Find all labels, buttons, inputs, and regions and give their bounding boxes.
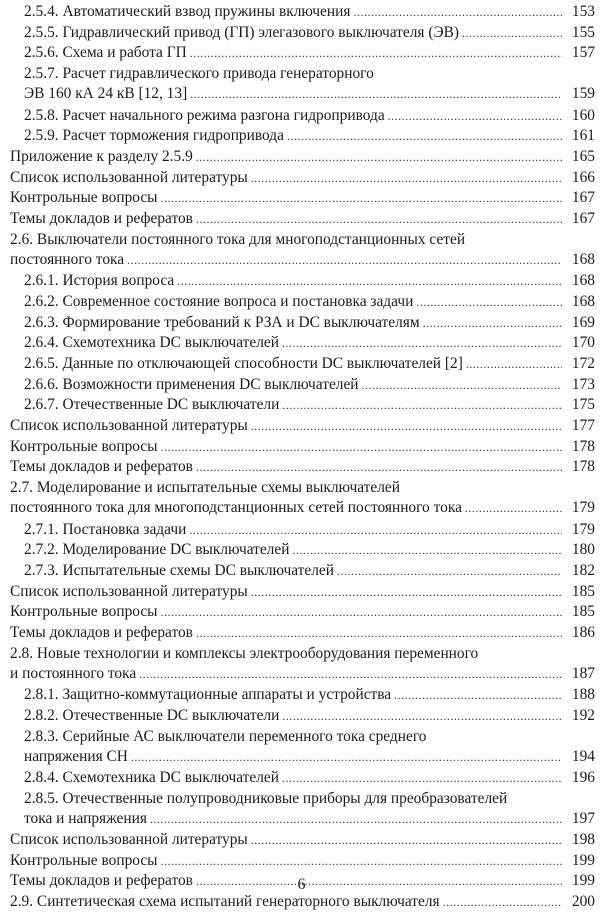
- toc-entry-page: 198: [571, 831, 595, 848]
- toc-entry: [10, 457, 595, 477]
- toc-entry-page: 155: [571, 23, 595, 41]
- toc-entry-page: 185: [571, 582, 595, 600]
- toc-entry-title: и постоянного тока: [10, 664, 137, 682]
- toc-entry-page: 192: [571, 706, 595, 724]
- dot-leader: [337, 561, 562, 581]
- toc-entry-title: 2.6.2. Современное состояние вопроса и постановка задачи: [24, 292, 414, 310]
- toc-entry: [10, 892, 595, 912]
- toc-entry-page: 173: [571, 375, 595, 393]
- toc-entry: [24, 2, 595, 22]
- toc-entry-page: 166: [571, 168, 595, 186]
- toc-entry-title: 2.5.4. Автоматический взвод пружины включения: [24, 3, 351, 20]
- dot-leader: [466, 354, 562, 374]
- toc-entry: [24, 313, 595, 333]
- toc-entry-page: 199: [571, 851, 595, 869]
- dot-leader: [282, 706, 562, 726]
- dot-leader: [394, 685, 562, 705]
- toc-entry-title: Приложение к разделу 2.5.9: [10, 147, 193, 165]
- toc-entry: [10, 851, 595, 871]
- toc-entry: [10, 209, 595, 229]
- toc-entry-page: 178: [571, 458, 595, 476]
- toc-entry-title: Контрольные вопросы: [10, 603, 158, 621]
- toc-entry: [24, 395, 595, 415]
- toc-entry-page: 168: [571, 272, 595, 290]
- toc-entry-page: 187: [571, 664, 595, 682]
- toc-entry-page: 200: [571, 893, 595, 911]
- toc-entry-page: 172: [571, 354, 595, 372]
- toc-entry-page: 180: [571, 541, 595, 559]
- toc-entry: [24, 768, 595, 788]
- toc-entry-page: 175: [571, 396, 595, 414]
- toc-entry: [24, 789, 595, 829]
- toc-entry: [10, 230, 595, 270]
- toc-entry-title: 2.9. Синтетическая схема испытаний генераторного выключателя: [10, 893, 440, 911]
- toc-entry: [10, 416, 595, 436]
- toc-entry: [24, 43, 595, 63]
- toc-entry-title: 2.7.1. Постановка задачи: [24, 520, 187, 538]
- toc-entry-page: 161: [571, 127, 595, 145]
- dot-leader: [161, 188, 562, 208]
- toc-entry-title-line: 2.7. Моделирование и испытательные схемы выключателей: [10, 479, 400, 497]
- dot-leader: [251, 416, 562, 436]
- dot-leader: [161, 602, 562, 622]
- toc-entry-page: 160: [571, 106, 595, 124]
- toc-entry-page: 169: [571, 313, 595, 331]
- toc-entry-title: 2.6.1. История вопроса: [24, 272, 175, 290]
- dot-leader: [196, 623, 562, 643]
- toc-entry-title: постоянного тока для многоподстанционных сетей постоянного тока: [10, 499, 462, 517]
- toc-entry: [10, 168, 595, 188]
- toc-entry: [24, 540, 595, 560]
- toc-entry-title: 2.5.6. Схема и работа ГП: [24, 44, 187, 62]
- dot-leader: [251, 168, 562, 188]
- page-number: 6: [297, 876, 306, 893]
- toc-entry-title-line: 2.8. Новые технологии и комплексы электрооборудования переменного: [10, 644, 479, 662]
- toc-entry-page: 194: [571, 747, 595, 765]
- dot-leader: [353, 2, 562, 22]
- toc-entry: [24, 375, 595, 395]
- dot-leader: [161, 851, 562, 871]
- toc-entry-title: Список использованной литературы: [10, 582, 248, 600]
- toc-entry-page: 197: [571, 809, 595, 827]
- toc-entry-title: 2.6.4. Схемотехника DC выключателей: [24, 334, 279, 352]
- dot-leader: [462, 23, 562, 43]
- toc-entry: [24, 561, 595, 581]
- dot-leader: [139, 664, 562, 684]
- toc-entry-page: 178: [571, 437, 595, 455]
- toc-entry-title: 2.5.5. Гидравлический привод (ГП) элегазового выключателя (ЭВ): [24, 23, 460, 41]
- toc-entry-page: 177: [571, 417, 595, 434]
- toc-entry-title: Список использованной литературы: [10, 831, 248, 848]
- toc-entry-page: 185: [571, 603, 595, 621]
- toc-entry: [10, 437, 595, 457]
- toc-entry-page: 159: [571, 85, 595, 103]
- toc-entry-title: 2.8.2. Отечественные DC выключатели: [24, 706, 280, 724]
- toc-entry-title: Темы докладов и рефератов: [10, 458, 193, 476]
- toc-entry: [24, 64, 595, 104]
- dot-leader: [287, 126, 562, 146]
- dot-leader: [282, 333, 562, 353]
- dot-leader: [443, 892, 562, 912]
- toc-entry-title: тока и напряжения: [24, 809, 147, 827]
- toc-entry-title: Список использованной литературы: [10, 168, 248, 186]
- toc-entry-title: 2.5.8. Расчет начального режима разгона гидропривода: [24, 106, 385, 124]
- toc-entry-title: 2.8.1. Защитно-коммутационные аппараты и устройства: [24, 686, 392, 704]
- toc-entry-title: напряжения СН: [24, 747, 128, 765]
- toc-entry-page: 188: [571, 686, 595, 704]
- dot-leader: [465, 498, 562, 518]
- toc-entry: [24, 271, 595, 291]
- toc-entry-page: 170: [571, 334, 595, 352]
- toc-entry: [10, 623, 595, 643]
- toc-entry: [10, 602, 595, 622]
- toc-entry-page: 199: [571, 872, 595, 890]
- dot-leader: [150, 809, 562, 829]
- dot-leader: [190, 84, 562, 104]
- toc-entry-title: Темы докладов и рефератов: [10, 872, 193, 890]
- toc-entry-page: 167: [571, 210, 595, 227]
- dot-leader: [131, 747, 562, 767]
- toc-entry-title: 2.6.5. Данные по отключающей способности DC выключателей [2]: [24, 354, 463, 372]
- toc-entry: [24, 685, 595, 705]
- toc-entry: [10, 582, 595, 602]
- dot-leader: [292, 540, 562, 560]
- dot-leader: [190, 43, 562, 63]
- dot-leader: [282, 768, 562, 788]
- dot-leader: [177, 271, 562, 291]
- dot-leader: [127, 250, 562, 270]
- toc-entry: [10, 644, 595, 684]
- dot-leader: [161, 437, 562, 457]
- toc-entry-title-line: 2.5.7. Расчет гидравлического привода генераторного: [24, 65, 374, 83]
- toc-entry-page: 167: [571, 189, 595, 207]
- toc-entry: [24, 292, 595, 312]
- toc-entry-title: Темы докладов и рефератов: [10, 624, 193, 641]
- toc-entry: [24, 333, 595, 353]
- toc-entry-title: 2.6.7. Отечественные DC выключатели: [24, 396, 280, 414]
- toc-entry-page: 168: [571, 250, 595, 268]
- toc-entry-title: 2.6.3. Формирование требований к РЗА и DC выключателям: [24, 313, 420, 331]
- dot-leader: [251, 830, 562, 850]
- toc-entry-title: Контрольные вопросы: [10, 437, 158, 455]
- toc-entry-title: 2.6.6. Возможности применения DC выключателей: [24, 375, 359, 393]
- dot-leader: [251, 582, 562, 602]
- toc-entry-title: постоянного тока: [10, 250, 125, 268]
- toc-entry-page: 196: [571, 768, 595, 786]
- toc-entry: [10, 147, 595, 167]
- toc-entry-title-line: 2.6. Выключатели постоянного тока для многоподстанционных сетей: [10, 230, 466, 248]
- toc-entry-title: ЭВ 160 кА 24 кВ [12, 13]: [24, 85, 188, 103]
- dot-leader: [362, 375, 562, 395]
- dot-leader: [423, 313, 562, 333]
- dot-leader: [196, 457, 562, 477]
- toc-entry: [10, 188, 595, 208]
- dot-leader: [416, 292, 562, 312]
- dot-leader: [196, 209, 562, 229]
- toc-entry-page: 165: [571, 147, 595, 165]
- toc-entry-page: 179: [571, 520, 595, 538]
- toc-entry: [24, 354, 595, 374]
- toc-entry: [10, 478, 595, 518]
- toc-entry-title-line: 2.8.3. Серийные АС выключатели переменного тока среднего: [24, 727, 427, 745]
- toc-entry-page: 179: [571, 499, 595, 517]
- toc-entry-title-line: 2.8.5. Отечественные полупроводниковые приборы для преобразователей: [24, 789, 508, 807]
- toc-entry-title: 2.7.3. Испытательные схемы DC выключателей: [24, 561, 334, 579]
- toc-entry-title: Список использованной литературы: [10, 417, 248, 434]
- toc-entry-title: 2.5.9. Расчет торможения гидропривода: [24, 127, 284, 145]
- toc-entry-page: 168: [571, 292, 595, 310]
- dot-leader: [388, 106, 562, 126]
- toc-entry-title: 2.8.4. Схемотехника DC выключателей: [24, 768, 279, 786]
- toc-entry: [24, 706, 595, 726]
- toc-entry-title: Темы докладов и рефератов: [10, 210, 193, 227]
- toc-entry-title: 2.7.2. Моделирование DC выключателей: [24, 541, 290, 559]
- dot-leader: [282, 395, 562, 415]
- toc-entry: [24, 106, 595, 126]
- dot-leader: [196, 147, 562, 167]
- toc-entry: [24, 727, 595, 767]
- toc-entry: [24, 126, 595, 146]
- toc-entry-page: 157: [571, 44, 595, 62]
- toc-entry-page: 186: [571, 624, 595, 641]
- toc-entry-page: 153: [571, 3, 595, 20]
- toc-entry: [24, 23, 595, 43]
- toc-entry-page: 182: [571, 561, 595, 579]
- toc-entry-title: Контрольные вопросы: [10, 189, 158, 207]
- toc-entry-title: Контрольные вопросы: [10, 851, 158, 869]
- toc-entry: [24, 520, 595, 540]
- toc-entry: [10, 830, 595, 850]
- dot-leader: [189, 520, 562, 540]
